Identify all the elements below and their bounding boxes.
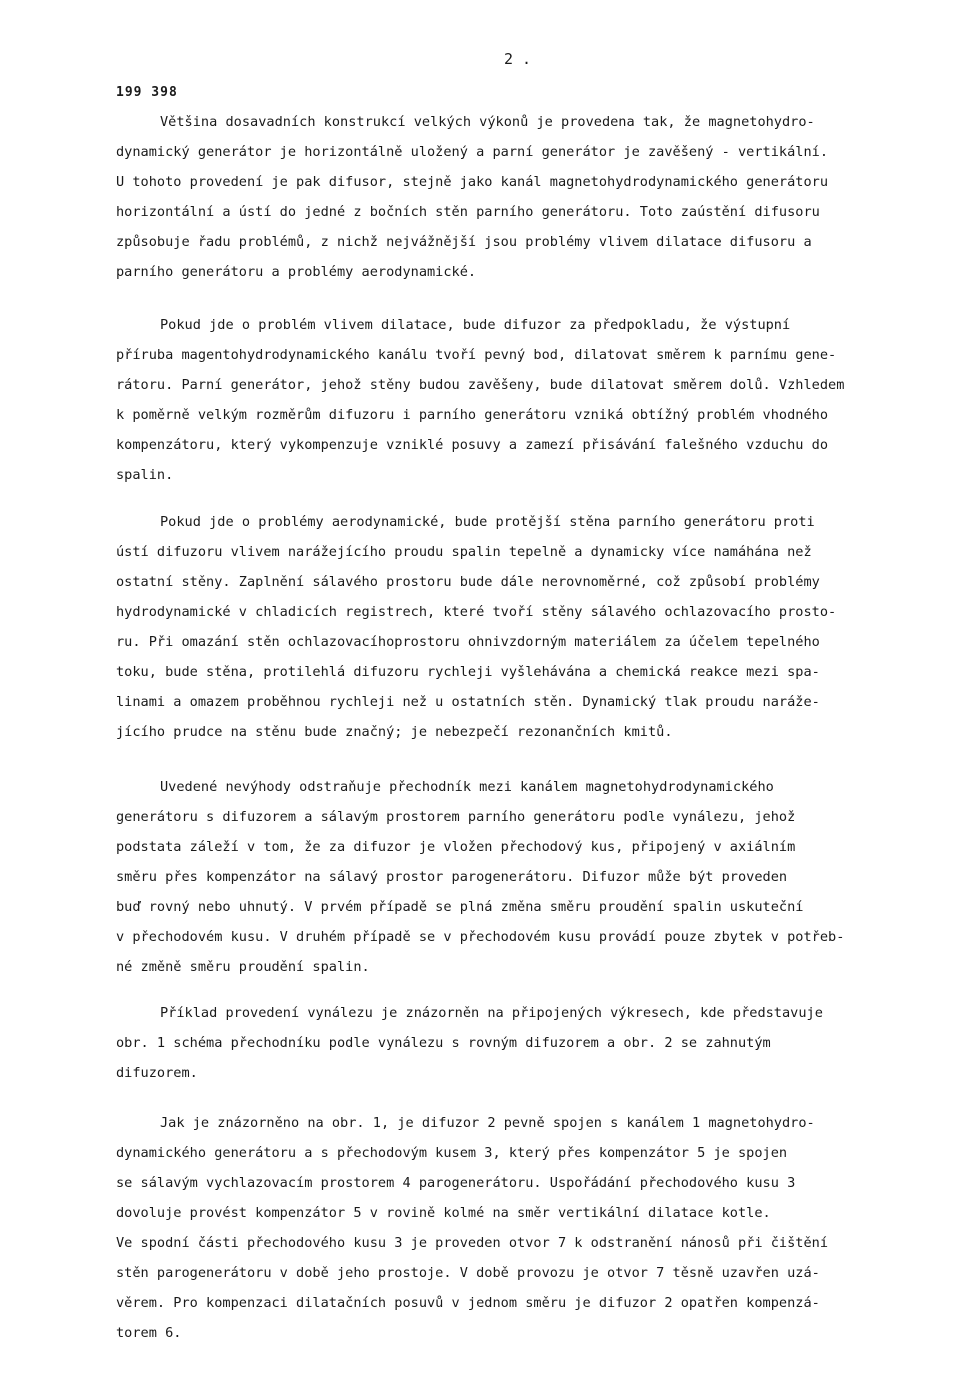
paragraph-2 <box>116 310 916 490</box>
text-line: hydrodynamické v chladicích registrech, které tvoří stěny sálavého ochlazovacího prosto- <box>116 604 837 620</box>
text-line: dynamický generátor je horizontálně uložený a parní generátor je zavěšený - vertikální. <box>116 144 829 160</box>
text-line: Pokud jde o problémy aerodynamické, bude protější stěna parního generátoru proti <box>160 514 815 530</box>
text-line: stěn parogenerátoru v době jeho prostoje. V době provozu je otvor 7 těsně uzavřen uzá- <box>116 1265 820 1281</box>
text-line: U tohoto provedení je pak difusor, stejně jako kanál magnetohydrodynamického generátoru <box>116 174 829 190</box>
text-line: se sálavým vychlazovacím prostorem 4 parogenerátoru. Uspořádání přechodového kusu 3 <box>116 1175 796 1191</box>
text-line: linami a omazem proběhnou rychleji než u ostatních stěn. Dynamický tlak proudu naráže- <box>116 694 820 710</box>
paragraph-5 <box>116 998 916 1088</box>
text-line: k poměrně velkým rozměrům difuzoru i parního generátoru vzniká obtížný problém vhodného <box>116 407 829 423</box>
text-line: Pokud jde o problém vlivem dilatace, bude difuzor za předpokladu, že výstupní <box>160 317 791 333</box>
text-line: jícího prudce na stěnu bude značný; je nebezpečí rezonančních kmitů. <box>116 724 673 740</box>
text-line: buď rovný nebo uhnutý. V prvém případě se plná změna směru proudění spalin uskuteční <box>116 899 804 915</box>
paragraph-4 <box>116 772 916 982</box>
text-line: podstata záleží v tom, že za difuzor je vložen přechodový kus, připojený v axiálním <box>116 839 796 855</box>
text-line: toku, bude stěna, protilehlá difuzoru rychleji vyšlehávána a chemická reakce mezi spa- <box>116 664 820 680</box>
text-line: směru přes kompenzátor na sálavý prostor parogenerátoru. Difuzor může být proveden <box>116 869 788 885</box>
text-line: Většina dosavadních konstrukcí velkých výkonů je provedena tak, že magnetohydro- <box>160 114 815 130</box>
text-line: ústí difuzoru vlivem narážejícího proudu spalin tepelně a dynamicky více namáhána než <box>116 544 812 560</box>
text-line: né změně směru proudění spalin. <box>116 959 370 975</box>
paragraph-1 <box>116 107 916 287</box>
text-line: spalin. <box>116 467 174 483</box>
text-line: kompenzátoru, který vykompenzuje vzniklé posuvy a zamezí přisávání falešného vzduchu do <box>116 437 829 453</box>
text-line: Jak je znázorněno na obr. 1, je difuzor 2 pevně spojen s kanálem 1 magnetohydro- <box>160 1115 815 1131</box>
text-line: dovoluje provést kompenzátor 5 v rovině kolmé na směr vertikální dilatace kotle. <box>116 1205 771 1221</box>
text-line: Ve spodní části přechodového kusu 3 je proveden otvor 7 k odstranění nánosů při čištění <box>116 1235 829 1251</box>
paragraph-3 <box>116 507 916 747</box>
text-line: příruba magentohydrodynamického kanálu tvoří pevný bod, dilatovat směrem k parnímu gene- <box>116 347 837 363</box>
text-line: Uvedené nevýhody odstraňuje přechodník mezi kanálem magnetohydrodynamického <box>160 779 774 795</box>
page-number: 2 . <box>504 50 532 68</box>
text-line: dynamického generátoru a s přechodovým kusem 3, který přes kompenzátor 5 je spojen <box>116 1145 788 1161</box>
document-number: 199 398 <box>116 85 178 100</box>
text-line: v přechodovém kusu. V druhém případě se v přechodovém kusu provádí pouze zbytek v potřeb- <box>116 929 845 945</box>
text-line: ostatní stěny. Zaplnění sálavého prostoru bude dále nerovnoměrné, což způsobí problémy <box>116 574 820 590</box>
text-line: difuzorem. <box>116 1065 198 1081</box>
text-line: Příklad provedení vynálezu je znázorněn na připojených výkresech, kde představuje <box>160 1005 823 1021</box>
text-line: obr. 1 schéma přechodníku podle vynálezu s rovným difuzorem a obr. 2 se zahnutým <box>116 1035 771 1051</box>
text-line: ru. Při omazání stěn ochlazovacíhoprostoru ohnivzdorným materiálem za účelem tepelného <box>116 634 820 650</box>
text-line: věrem. Pro kompenzaci dilatačních posuvů v jednom směru je difuzor 2 opatřen kompenzá- <box>116 1295 820 1311</box>
text-line: horizontální a ústí do jedné z bočních stěn parního generátoru. Toto zaústění difusoru <box>116 204 820 220</box>
text-line: rátoru. Parní generátor, jehož stěny budou zavěšeny, bude dilatovat směrem dolů. Vzhledem <box>116 377 845 393</box>
text-line: torem 6. <box>116 1325 182 1341</box>
text-line: parního generátoru a problémy aerodynamické. <box>116 264 477 280</box>
text-line: způsobuje řadu problémů, z nichž nejvážnější jsou problémy vlivem dilatace difusoru a <box>116 234 812 250</box>
text-line: generátoru s difuzorem a sálavým prostorem parního generátoru podle vynálezu, jehož <box>116 809 796 825</box>
paragraph-6 <box>116 1108 916 1348</box>
